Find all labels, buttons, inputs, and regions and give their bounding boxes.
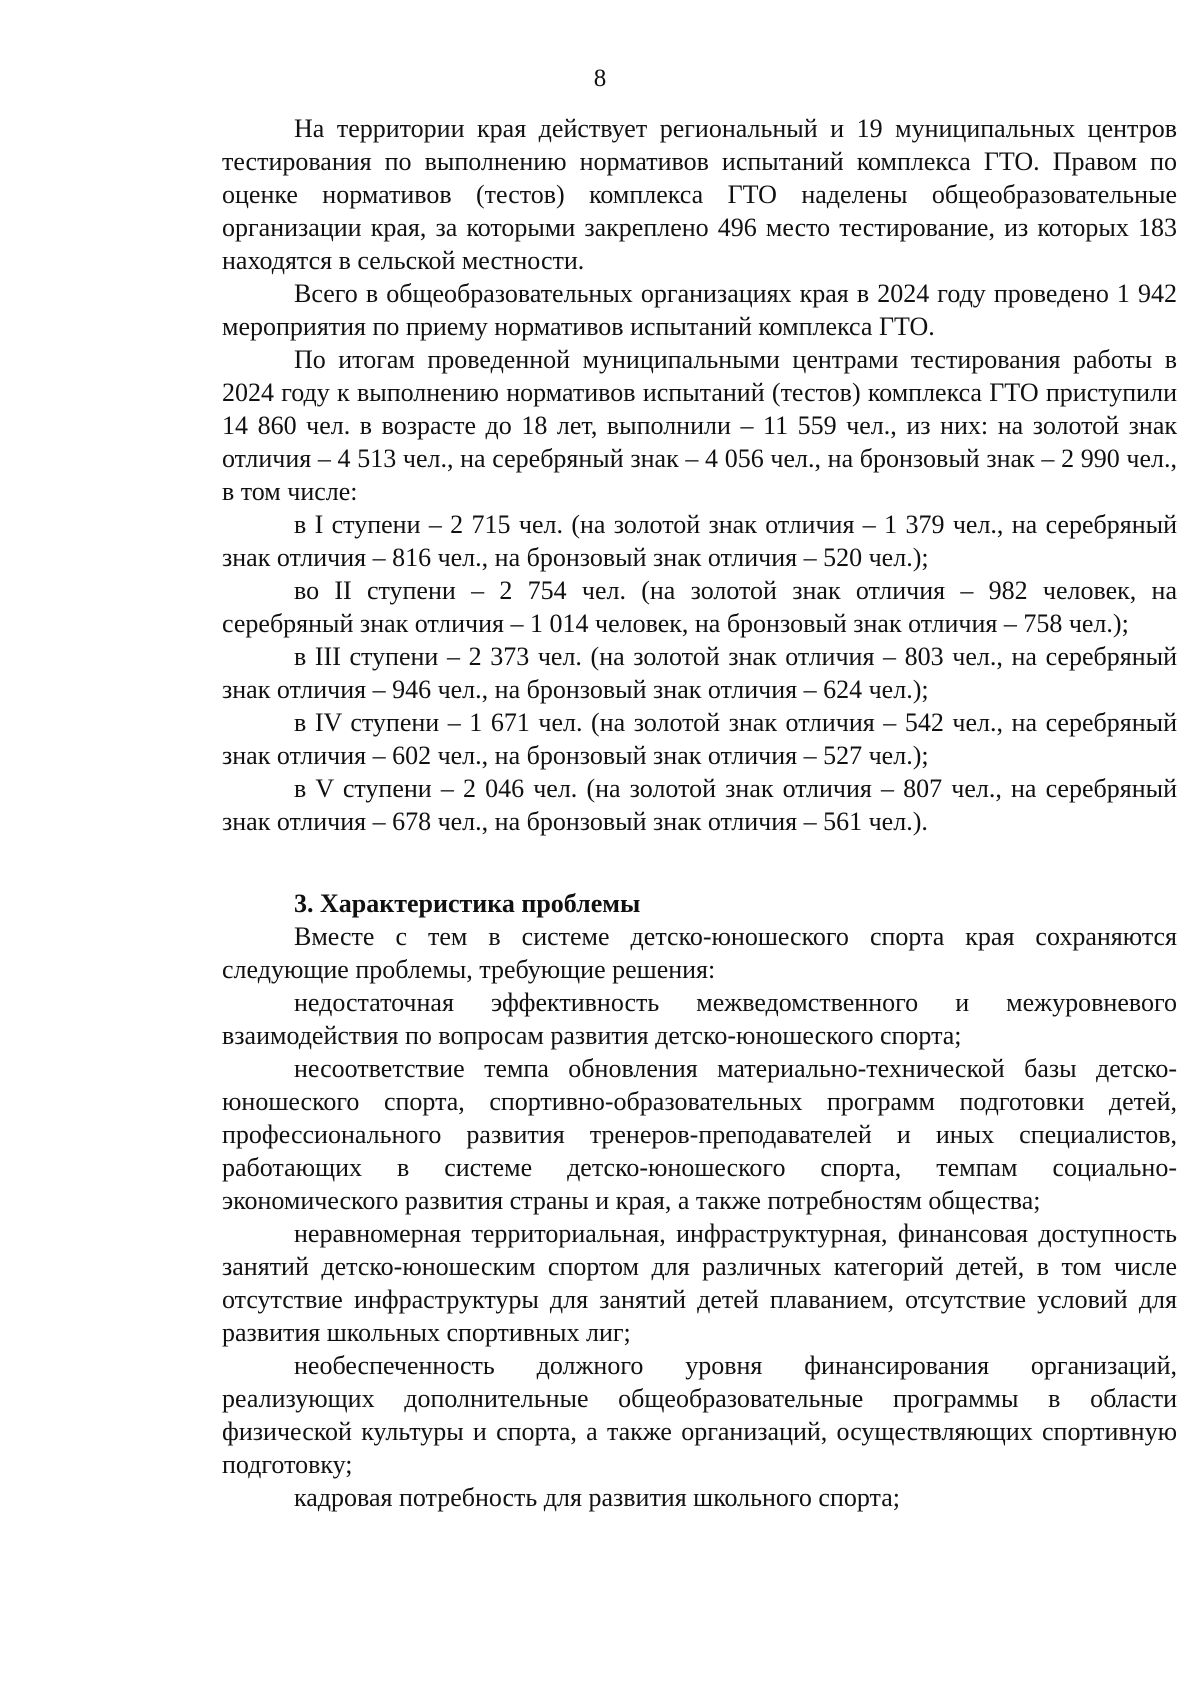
paragraph-problem-funding: необеспеченность должного уровня финансирования организаций, реализующих дополнительные общеобразовательные программы в области физической культуры и спорта, а также организаций, осуществляющих спортивную подготовку;: [222, 1351, 1177, 1479]
paragraph-stage-5: в V ступени – 2 046 чел. (на золотой знак отличия – 807 чел., на серебряный знак отличия – 678 чел., на бронзовый знак отличия – 561 чел.).: [222, 774, 1177, 836]
paragraph-stage-2: во II ступени – 2 754 чел. (на золотой знак отличия – 982 человек, на серебряный знак отличия – 1 014 человек, на бронзовый знак отличия – 758 чел.);: [222, 576, 1177, 638]
page-number: 8: [593, 65, 607, 92]
paragraph-problems-intro: Вместе с тем в системе детско-юношеского спорта края сохраняются следующие проблемы, требующие решения:: [222, 922, 1177, 984]
section-heading: 3. Характеристика проблемы: [294, 889, 641, 918]
paragraph-problem-base-mismatch: несоответствие темпа обновления материально-технической базы детско-юношеского спорта, спортивно-образовательных программ подготовки детей, профессионального развития тренеров-преподавателей и иных специалистов, работающих в системе детско-юношеского спорта, темпам социально-экономического развития страны и края, а также потребностям общества;: [222, 1054, 1177, 1215]
paragraph-problem-staffing: кадровая потребность для развития школьного спорта;: [294, 1483, 900, 1512]
paragraph-stage-1: в I ступени – 2 715 чел. (на золотой знак отличия – 1 379 чел., на серебряный знак отличия – 816 чел., на бронзовый знак отличия – 520 чел.);: [222, 510, 1177, 572]
paragraph-problem-accessibility: неравномерная территориальная, инфраструктурная, финансовая доступность занятий детско-юношеским спортом для различных категорий детей, в том числе отсутствие инфраструктуры для занятий детей плаванием, отсутствие условий для развития школьных спортивных лиг;: [222, 1219, 1177, 1347]
document-body: [222, 112, 1177, 1514]
paragraph-testing-centers: На территории края действует региональный и 19 муниципальных центров тестирования по выполнению нормативов испытаний комплекса ГТО. Правом по оценке нормативов (тестов) комплекса ГТО наделены общеобразовательные организации края, за которыми закреплено 496 место тестирование, из которых 183 находятся в сельской местности.: [222, 114, 1177, 275]
paragraph-stage-3: в III ступени – 2 373 чел. (на золотой знак отличия – 803 чел., на серебряный знак отличия – 946 чел., на бронзовый знак отличия – 624 чел.);: [222, 642, 1177, 704]
paragraph-stage-4: в IV ступени – 1 671 чел. (на золотой знак отличия – 542 чел., на серебряный знак отличия – 602 чел., на бронзовый знак отличия – 527 чел.);: [222, 708, 1177, 770]
paragraph-events-total: Всего в общеобразовательных организациях края в 2024 году проведено 1 942 мероприятия по приему нормативов испытаний комплекса ГТО.: [222, 279, 1177, 341]
paragraph-results-summary: По итогам проведенной муниципальными центрами тестирования работы в 2024 году к выполнению нормативов испытаний (тестов) комплекса ГТО приступили 14 860 чел. в возрасте до 18 лет, выполнили – 11 559 чел., из них: на золотой знак отличия – 4 513 чел., на серебряный знак – 4 056 чел., на бронзовый знак – 2 990 чел., в том числе:: [222, 345, 1177, 506]
paragraph-problem-interaction: недостаточная эффективность межведомственного и межуровневого взаимодействия по вопросам развития детско-юношеского спорта;: [222, 988, 1177, 1050]
